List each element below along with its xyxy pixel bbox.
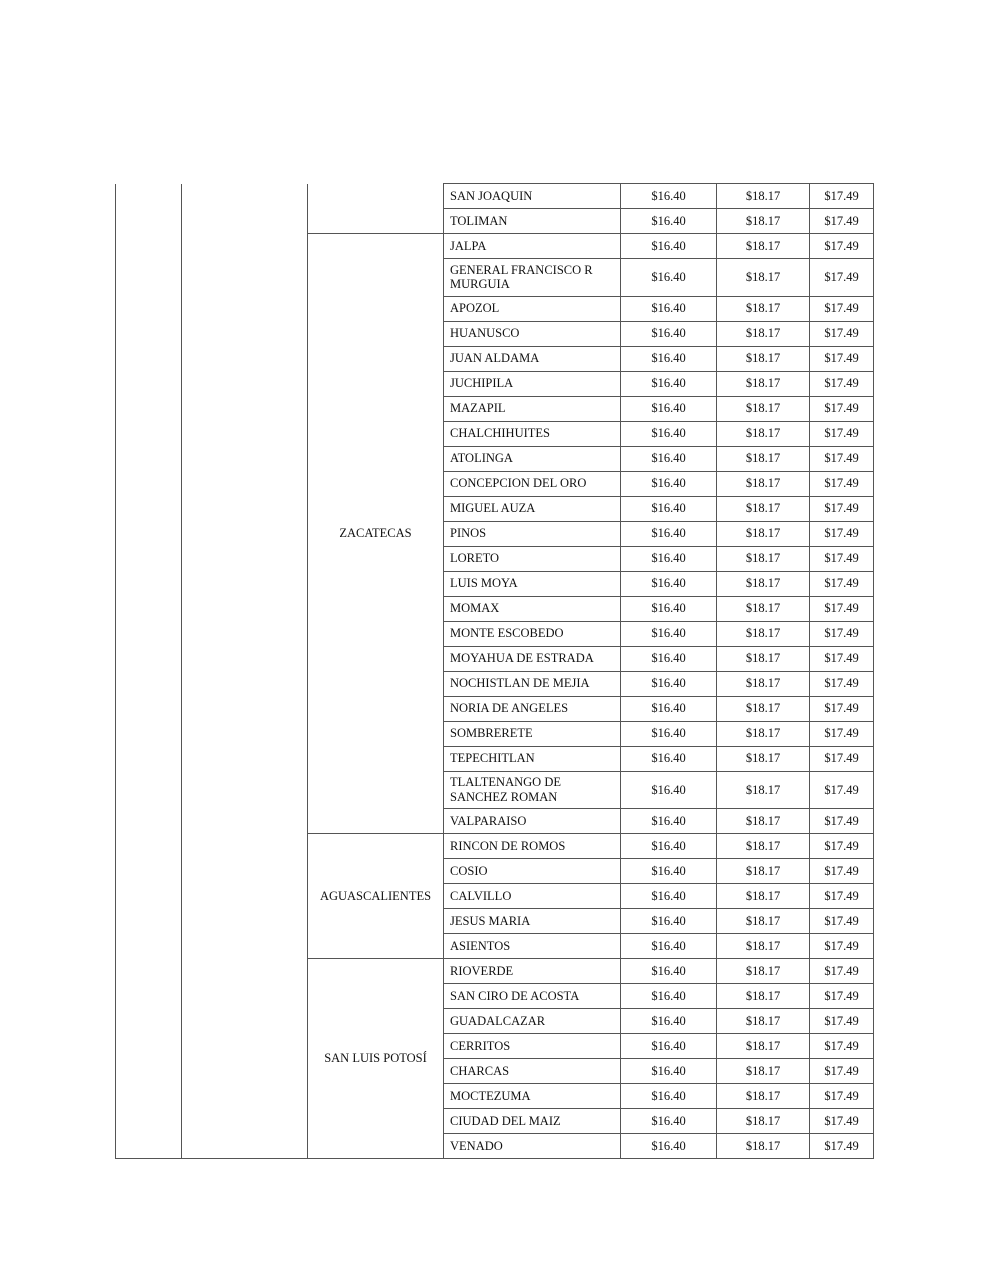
price-cell-3: $17.49	[810, 471, 874, 496]
price-cell-3: $17.49	[810, 1009, 874, 1034]
municipality-cell: MOMAX	[444, 596, 621, 621]
municipality-cell: ATOLINGA	[444, 446, 621, 471]
price-cell-3: $17.49	[810, 421, 874, 446]
price-cell-1: $16.40	[621, 621, 717, 646]
price-cell-2: $18.17	[717, 859, 810, 884]
price-cell-2: $18.17	[717, 1034, 810, 1059]
price-cell-2: $18.17	[717, 396, 810, 421]
price-cell-2: $18.17	[717, 1134, 810, 1159]
price-cell-3: $17.49	[810, 296, 874, 321]
price-cell-3: $17.49	[810, 721, 874, 746]
municipality-cell: RIOVERDE	[444, 959, 621, 984]
price-cell-3: $17.49	[810, 371, 874, 396]
price-cell-3: $17.49	[810, 646, 874, 671]
price-cell-3: $17.49	[810, 1059, 874, 1084]
price-cell-2: $18.17	[717, 934, 810, 959]
price-cell-1: $16.40	[621, 746, 717, 771]
price-cell-3: $17.49	[810, 546, 874, 571]
price-cell-1: $16.40	[621, 371, 717, 396]
price-cell-2: $18.17	[717, 984, 810, 1009]
municipality-cell: ASIENTOS	[444, 934, 621, 959]
price-cell-2: $18.17	[717, 571, 810, 596]
municipality-cell: COSIO	[444, 859, 621, 884]
price-cell-2: $18.17	[717, 184, 810, 209]
municipality-cell: CERRITOS	[444, 1034, 621, 1059]
municipality-cell: NOCHISTLAN DE MEJIA	[444, 671, 621, 696]
price-cell-1: $16.40	[621, 209, 717, 234]
price-cell-2: $18.17	[717, 209, 810, 234]
price-cell-3: $17.49	[810, 259, 874, 297]
municipality-cell: MONTE ESCOBEDO	[444, 621, 621, 646]
price-cell-1: $16.40	[621, 521, 717, 546]
price-cell-2: $18.17	[717, 446, 810, 471]
price-cell-2: $18.17	[717, 321, 810, 346]
municipality-cell: SAN JOAQUIN	[444, 184, 621, 209]
price-cell-2: $18.17	[717, 596, 810, 621]
price-cell-1: $16.40	[621, 421, 717, 446]
price-cell-1: $16.40	[621, 721, 717, 746]
municipality-cell: LUIS MOYA	[444, 571, 621, 596]
price-cell-3: $17.49	[810, 1084, 874, 1109]
price-cell-1: $16.40	[621, 184, 717, 209]
municipality-cell: CHARCAS	[444, 1059, 621, 1084]
price-cell-2: $18.17	[717, 1059, 810, 1084]
price-cell-2: $18.17	[717, 234, 810, 259]
price-cell-2: $18.17	[717, 471, 810, 496]
price-cell-1: $16.40	[621, 934, 717, 959]
municipality-cell: HUANUSCO	[444, 321, 621, 346]
price-cell-2: $18.17	[717, 1084, 810, 1109]
price-cell-2: $18.17	[717, 496, 810, 521]
price-cell-1: $16.40	[621, 1034, 717, 1059]
price-cell-2: $18.17	[717, 521, 810, 546]
table-row	[116, 184, 874, 209]
price-cell-3: $17.49	[810, 446, 874, 471]
municipality-cell: GENERAL FRANCISCO R MURGUIA	[444, 259, 621, 297]
price-cell-2: $18.17	[717, 546, 810, 571]
price-cell-3: $17.49	[810, 521, 874, 546]
price-cell-3: $17.49	[810, 834, 874, 859]
municipality-cell: JALPA	[444, 234, 621, 259]
municipality-cell: JUAN ALDAMA	[444, 346, 621, 371]
state-cell	[308, 184, 444, 234]
price-cell-1: $16.40	[621, 1134, 717, 1159]
municipality-cell: NORIA DE ANGELES	[444, 696, 621, 721]
price-cell-2: $18.17	[717, 746, 810, 771]
price-cell-2: $18.17	[717, 371, 810, 396]
price-cell-1: $16.40	[621, 1109, 717, 1134]
price-cell-1: $16.40	[621, 546, 717, 571]
price-cell-1: $16.40	[621, 834, 717, 859]
price-cell-3: $17.49	[810, 1109, 874, 1134]
price-cell-2: $18.17	[717, 721, 810, 746]
price-cell-2: $18.17	[717, 296, 810, 321]
price-cell-3: $17.49	[810, 934, 874, 959]
price-cell-1: $16.40	[621, 959, 717, 984]
price-cell-3: $17.49	[810, 884, 874, 909]
price-cell-1: $16.40	[621, 771, 717, 809]
price-cell-1: $16.40	[621, 296, 717, 321]
price-cell-3: $17.49	[810, 959, 874, 984]
price-cell-1: $16.40	[621, 859, 717, 884]
price-cell-1: $16.40	[621, 1009, 717, 1034]
price-cell-3: $17.49	[810, 571, 874, 596]
table-body	[116, 184, 874, 1159]
price-cell-3: $17.49	[810, 184, 874, 209]
price-cell-1: $16.40	[621, 571, 717, 596]
zone-column	[182, 184, 308, 1159]
price-cell-2: $18.17	[717, 1109, 810, 1134]
price-cell-2: $18.17	[717, 884, 810, 909]
price-cell-3: $17.49	[810, 909, 874, 934]
price-cell-2: $18.17	[717, 959, 810, 984]
price-cell-1: $16.40	[621, 1084, 717, 1109]
price-cell-3: $17.49	[810, 234, 874, 259]
price-cell-1: $16.40	[621, 396, 717, 421]
municipality-cell: GUADALCAZAR	[444, 1009, 621, 1034]
municipality-cell: CHALCHIHUITES	[444, 421, 621, 446]
price-cell-3: $17.49	[810, 596, 874, 621]
municipality-cell: MOCTEZUMA	[444, 1084, 621, 1109]
price-cell-2: $18.17	[717, 1009, 810, 1034]
price-cell-3: $17.49	[810, 984, 874, 1009]
price-cell-1: $16.40	[621, 1059, 717, 1084]
state-cell: AGUASCALIENTES	[308, 834, 444, 959]
price-cell-2: $18.17	[717, 834, 810, 859]
municipality-cell: SAN CIRO DE ACOSTA	[444, 984, 621, 1009]
municipality-cell: TEPECHITLAN	[444, 746, 621, 771]
price-cell-3: $17.49	[810, 346, 874, 371]
municipality-cell: APOZOL	[444, 296, 621, 321]
municipality-cell: JESUS MARIA	[444, 909, 621, 934]
price-cell-1: $16.40	[621, 696, 717, 721]
municipality-cell: MIGUEL AUZA	[444, 496, 621, 521]
municipality-cell: VENADO	[444, 1134, 621, 1159]
municipality-cell: CIUDAD DEL MAIZ	[444, 1109, 621, 1134]
price-cell-3: $17.49	[810, 809, 874, 834]
price-cell-3: $17.49	[810, 1034, 874, 1059]
price-cell-2: $18.17	[717, 696, 810, 721]
price-cell-3: $17.49	[810, 321, 874, 346]
price-cell-3: $17.49	[810, 496, 874, 521]
price-cell-2: $18.17	[717, 671, 810, 696]
price-cell-3: $17.49	[810, 1134, 874, 1159]
municipality-cell: RINCON DE ROMOS	[444, 834, 621, 859]
state-cell: SAN LUIS POTOSÍ	[308, 959, 444, 1159]
price-cell-1: $16.40	[621, 884, 717, 909]
price-cell-1: $16.40	[621, 471, 717, 496]
price-cell-1: $16.40	[621, 596, 717, 621]
price-cell-1: $16.40	[621, 671, 717, 696]
price-cell-3: $17.49	[810, 396, 874, 421]
price-cell-3: $17.49	[810, 859, 874, 884]
municipality-cell: CONCEPCION DEL ORO	[444, 471, 621, 496]
price-cell-1: $16.40	[621, 809, 717, 834]
price-cell-3: $17.49	[810, 209, 874, 234]
municipality-cell: MAZAPIL	[444, 396, 621, 421]
price-cell-1: $16.40	[621, 346, 717, 371]
price-cell-3: $17.49	[810, 746, 874, 771]
municipality-cell: LORETO	[444, 546, 621, 571]
price-cell-1: $16.40	[621, 646, 717, 671]
price-cell-2: $18.17	[717, 421, 810, 446]
municipality-cell: CALVILLO	[444, 884, 621, 909]
municipality-cell: PINOS	[444, 521, 621, 546]
municipality-cell: TOLIMAN	[444, 209, 621, 234]
price-cell-2: $18.17	[717, 809, 810, 834]
state-cell: ZACATECAS	[308, 234, 444, 834]
price-cell-2: $18.17	[717, 771, 810, 809]
price-cell-2: $18.17	[717, 646, 810, 671]
price-cell-2: $18.17	[717, 346, 810, 371]
price-cell-1: $16.40	[621, 984, 717, 1009]
municipality-cell: VALPARAISO	[444, 809, 621, 834]
municipality-cell: MOYAHUA DE ESTRADA	[444, 646, 621, 671]
municipality-cell: JUCHIPILA	[444, 371, 621, 396]
price-cell-3: $17.49	[810, 671, 874, 696]
price-cell-2: $18.17	[717, 259, 810, 297]
municipality-cell: TLALTENANGO DE SANCHEZ ROMAN	[444, 771, 621, 809]
price-cell-3: $17.49	[810, 621, 874, 646]
region-column	[116, 184, 182, 1159]
price-cell-1: $16.40	[621, 496, 717, 521]
price-cell-2: $18.17	[717, 621, 810, 646]
price-cell-1: $16.40	[621, 259, 717, 297]
price-cell-1: $16.40	[621, 321, 717, 346]
price-cell-1: $16.40	[621, 234, 717, 259]
price-cell-1: $16.40	[621, 909, 717, 934]
price-cell-1: $16.40	[621, 446, 717, 471]
price-cell-3: $17.49	[810, 696, 874, 721]
price-cell-3: $17.49	[810, 771, 874, 809]
price-table	[115, 183, 874, 1159]
municipality-cell: SOMBRERETE	[444, 721, 621, 746]
price-cell-2: $18.17	[717, 909, 810, 934]
